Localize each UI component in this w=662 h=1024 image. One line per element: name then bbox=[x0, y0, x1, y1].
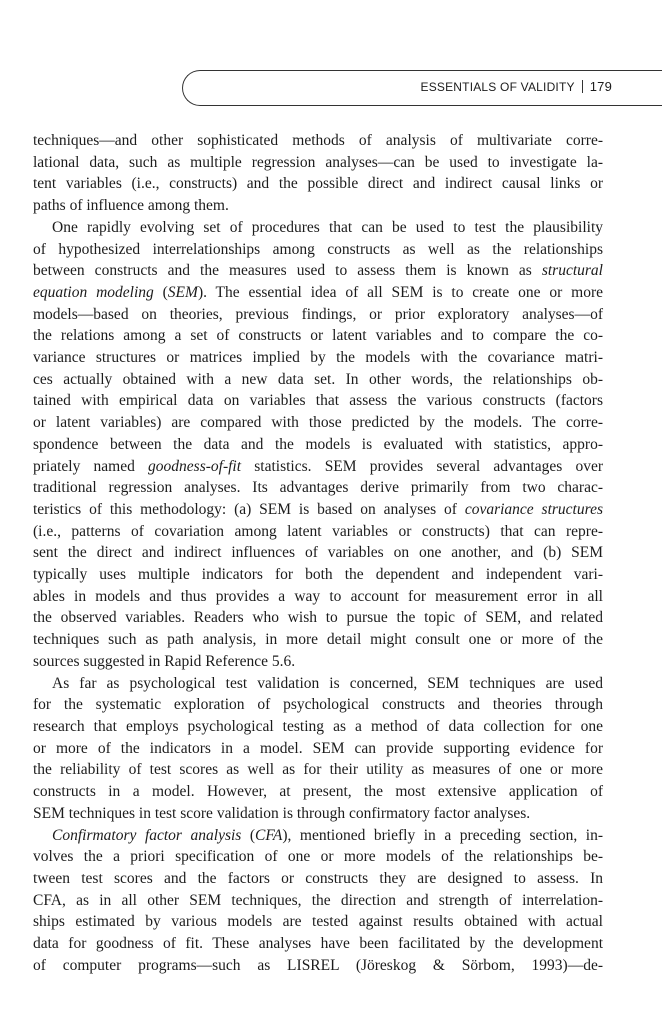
text-line: constructs in a model. However, at present, the most extensive application of bbox=[33, 783, 603, 801]
paragraph-2 bbox=[33, 217, 603, 673]
text-line: paths of influence among them. bbox=[33, 197, 229, 215]
text-line: tent variables (i.e., constructs) and the possible direct and indirect causal links or bbox=[33, 175, 603, 193]
text-line: of computer programs—such as LISREL (Jöreskog & Sörbom, 1993)—de- bbox=[33, 956, 603, 974]
text-line: typically uses multiple indicators for both the dependent and independent vari- bbox=[33, 566, 603, 584]
body-text bbox=[33, 130, 603, 976]
text-line: of hypothesized interrelationships among constructs as well as the relationships bbox=[33, 240, 603, 258]
running-head-text bbox=[420, 79, 612, 94]
text-line: lational data, such as multiple regression analyses—can be used to investigate la- bbox=[33, 153, 603, 171]
paragraph-4 bbox=[33, 825, 603, 977]
text-line: tained with empirical data on variables that assess the various constructs (factors bbox=[33, 392, 603, 410]
text-line: techniques such as path analysis, in more detail might consult one or more of the bbox=[33, 631, 603, 649]
text-line: SEM techniques in test score validation is through confirmatory factor analyses. bbox=[33, 804, 531, 822]
text-line: tween test scores and the factors or constructs they are designed to assess. In bbox=[33, 869, 603, 887]
text-line: One rapidly evolving set of procedures that can be used to test the plausibility bbox=[52, 218, 603, 236]
text-line: equation modeling (SEM). The essential idea of all SEM is to create one or more bbox=[33, 283, 603, 301]
text-line: traditional regression analyses. Its advantages derive primarily from two charac- bbox=[33, 479, 603, 497]
page-number: 179 bbox=[589, 79, 612, 94]
text-line: between constructs and the measures used to assess them is known as structural bbox=[33, 262, 603, 280]
text-line: research that employs psychological testing as a method of data collection for one bbox=[33, 717, 603, 735]
text-line: Confirmatory factor analysis (CFA), mentioned briefly in a preceding section, in- bbox=[52, 826, 603, 844]
text-line: ships estimated by various models are tested against results obtained with actual bbox=[33, 913, 603, 931]
running-head bbox=[182, 70, 662, 106]
text-line: As far as psychological test validation is concerned, SEM techniques are used bbox=[52, 674, 603, 692]
text-line: the relations among a set of constructs or latent variables and to compare the co- bbox=[33, 327, 603, 345]
text-line: sent the direct and indirect influences of variables on one another, and (b) SEM bbox=[33, 544, 603, 562]
paragraph-1 bbox=[33, 130, 603, 217]
paragraph-3 bbox=[33, 673, 603, 825]
text-line: data for goodness of fit. These analyses have been facilitated by the development bbox=[33, 935, 603, 953]
text-line: ces actually obtained with a new data set. In other words, the relationships ob- bbox=[33, 370, 603, 388]
text-line: priately named goodness-of-fit statistics. SEM provides several advantages over bbox=[33, 457, 603, 475]
text-line: or more of the indicators in a model. SEM can provide supporting evidence for bbox=[33, 739, 603, 757]
text-line: (i.e., patterns of covariation among latent variables or constructs) that can repre- bbox=[33, 522, 603, 540]
text-line: spondence between the data and the models is evaluated with statistics, appro- bbox=[33, 435, 603, 453]
running-head-title: ESSENTIALS OF VALIDITY bbox=[420, 80, 575, 94]
text-line: or latent variables) are compared with those predicted by the models. The corre- bbox=[33, 414, 603, 432]
text-line: volves the a priori specification of one or more models of the relationships be- bbox=[33, 848, 603, 866]
text-line: teristics of this methodology: (a) SEM is based on analyses of covariance structures bbox=[33, 500, 603, 518]
text-line: ables in models and thus provides a way to account for measurement error in all bbox=[33, 587, 603, 605]
text-line: techniques—and other sophisticated methods of analysis of multivariate corre- bbox=[33, 132, 603, 149]
text-line: the reliability of test scores as well as for their utility as measures of one or more bbox=[33, 761, 603, 779]
text-line: models—based on theories, previous findings, or prior exploratory analyses—of bbox=[33, 305, 603, 323]
text-line: CFA, as in all other SEM techniques, the direction and strength of interrelation- bbox=[33, 891, 603, 909]
text-line: sources suggested in Rapid Reference 5.6. bbox=[33, 652, 296, 670]
running-head-separator bbox=[582, 80, 583, 93]
text-line: the observed variables. Readers who wish to pursue the topic of SEM, and related bbox=[33, 609, 603, 627]
text-line: variance structures or matrices implied by the models with the covariance matri- bbox=[33, 349, 603, 367]
text-line: for the systematic exploration of psychological constructs and theories through bbox=[33, 696, 603, 714]
